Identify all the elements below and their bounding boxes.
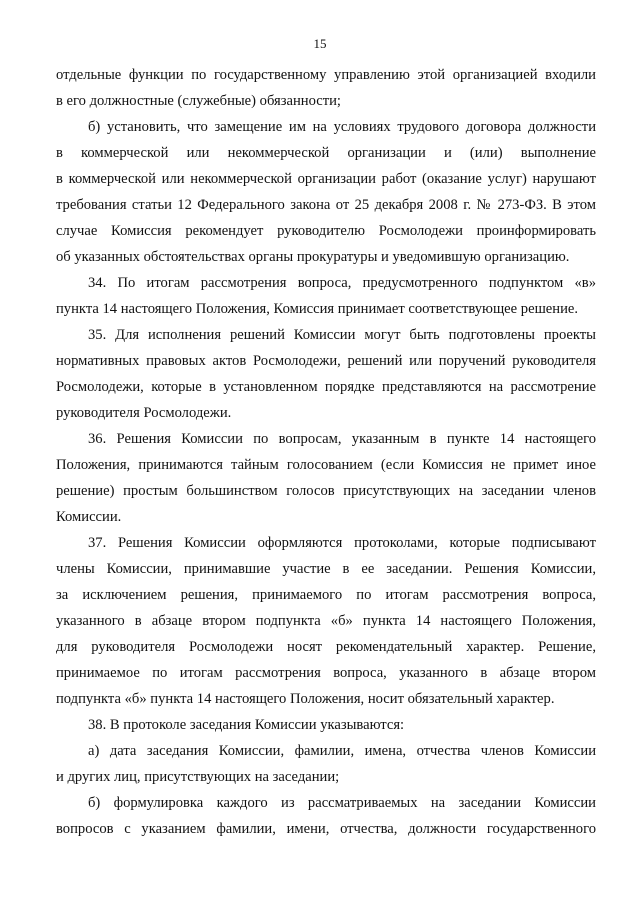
text-line: Положения, принимаются тайным голосованием (если Комиссия не примет иное bbox=[56, 457, 596, 473]
text-line: пункта 14 настоящего Положения, Комиссия принимает соответствующее решение. bbox=[56, 301, 579, 317]
text-line: б) формулировка каждого из рассматриваемых на заседании Комиссии bbox=[88, 795, 596, 811]
text-line: случае Комиссия рекомендует руководителю Росмолодежи проинформировать bbox=[56, 223, 596, 239]
text-line: б) установить, что замещение им на условиях трудового договора должности bbox=[88, 119, 596, 135]
text-line: отдельные функции по государственному управлению этой организацией входили bbox=[56, 67, 596, 83]
text-line: члены Комиссии, принимавшие участие в ее заседании. Решения Комиссии, bbox=[56, 561, 596, 577]
text-line: за исключением решения, принимаемого по итогам рассмотрения вопроса, bbox=[56, 587, 596, 603]
text-line: 36. Решения Комиссии по вопросам, указанным в пункте 14 настоящего bbox=[88, 431, 596, 447]
page-number: 15 bbox=[313, 36, 327, 51]
text-line: вопросов с указанием фамилии, имени, отчества, должности государственного bbox=[56, 821, 596, 837]
text-line: 35. Для исполнения решений Комиссии могут быть подготовлены проекты bbox=[88, 327, 596, 343]
text-line: принимаемое по итогам рассмотрения вопроса, указанного в абзаце втором bbox=[56, 665, 596, 681]
text-line: 37. Решения Комиссии оформляются протоколами, которые подписывают bbox=[88, 535, 596, 551]
text-line: в его должностные (служебные) обязанности; bbox=[56, 93, 341, 109]
text-line: для руководителя Росмолодежи носят рекомендательный характер. Решение, bbox=[56, 639, 596, 655]
text-line: указанного в абзаце втором подпункта «б» пункта 14 настоящего Положения, bbox=[56, 613, 596, 629]
text-line: в коммерческой или некоммерческой организации и (или) выполнение bbox=[56, 145, 596, 161]
text-line: нормативных правовых актов Росмолодежи, решений или поручений руководителя bbox=[56, 353, 596, 369]
text-line: а) дата заседания Комиссии, фамилии, имена, отчества членов Комиссии bbox=[88, 743, 596, 759]
text-line: руководителя Росмолодежи. bbox=[56, 405, 232, 421]
text-line: об указанных обстоятельствах органы прокуратуры и уведомившую организацию. bbox=[56, 249, 570, 265]
text-line: Комиссии. bbox=[56, 509, 122, 525]
text-line: 34. По итогам рассмотрения вопроса, предусмотренного подпунктом «в» bbox=[88, 275, 596, 291]
text-line: требования статьи 12 Федерального закона от 25 декабря 2008 г. № 273-ФЗ. В этом bbox=[56, 197, 596, 213]
text-line: в коммерческой или некоммерческой организации работ (оказание услуг) нарушают bbox=[56, 171, 596, 187]
text-line: и других лиц, присутствующих на заседании; bbox=[56, 769, 340, 785]
text-line: решение) простым большинством голосов присутствующих на заседании членов bbox=[56, 483, 596, 499]
text-line: Росмолодежи, которые в установленном порядке представляются на рассмотрение bbox=[56, 379, 596, 395]
text-line: подпункта «б» пункта 14 настоящего Положения, носит обязательный характер. bbox=[56, 691, 555, 707]
text-line: 38. В протоколе заседания Комиссии указываются: bbox=[88, 717, 405, 733]
